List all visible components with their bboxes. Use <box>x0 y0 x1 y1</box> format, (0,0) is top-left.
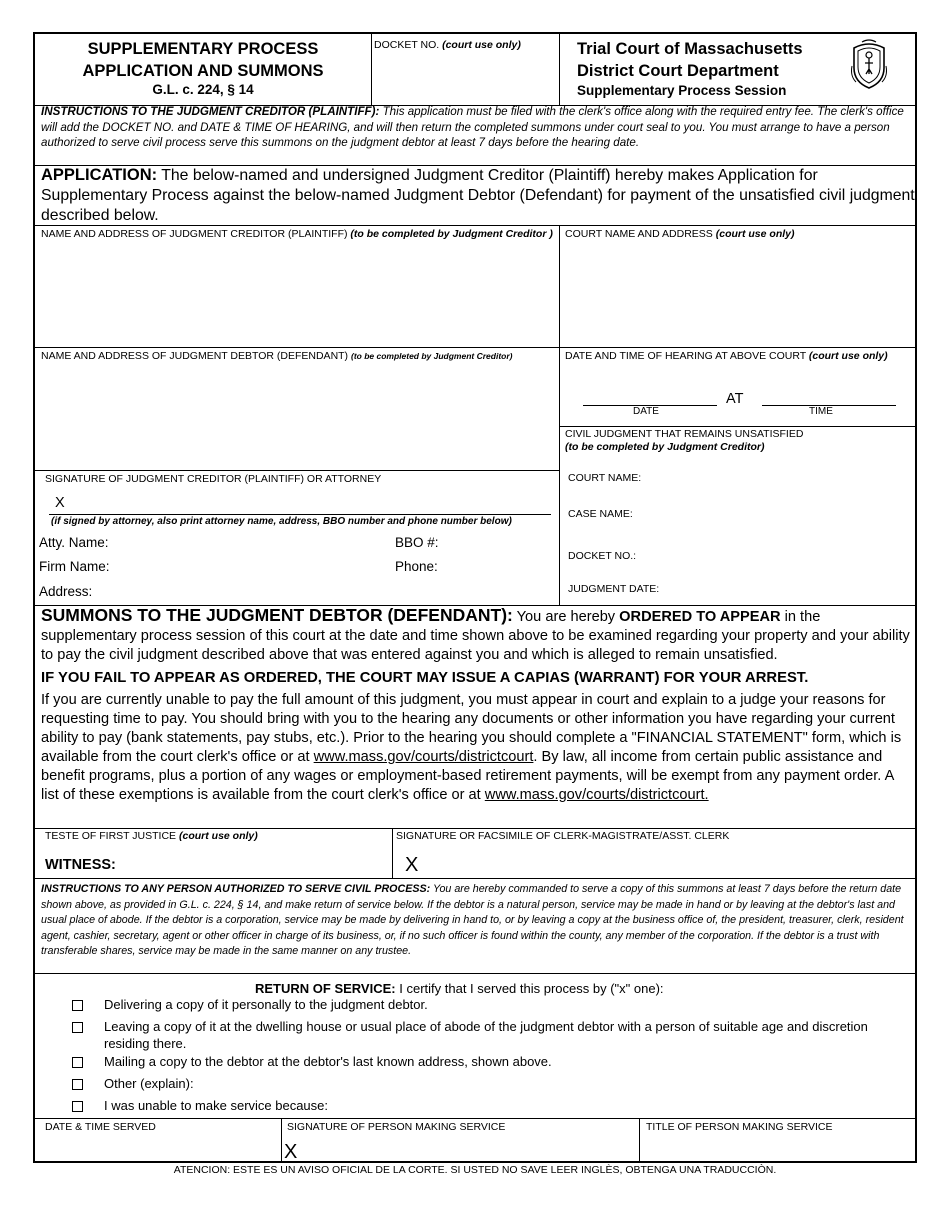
docket-no-field[interactable]: DOCKET NO.: <box>568 550 637 562</box>
hearing-note: (court use only) <box>808 350 888 362</box>
application-statement <box>41 165 915 225</box>
hearing-label: DATE AND TIME OF HEARING AT ABOVE COURT <box>565 350 806 362</box>
civil-label: CIVIL JUDGMENT THAT REMAINS UNSATISFIED <box>565 428 804 440</box>
massachusetts-seal-icon <box>848 38 890 90</box>
atty-name-field[interactable]: Atty. Name: <box>39 535 109 550</box>
summons-text-1: You are hereby <box>516 609 616 625</box>
option-text: Other (explain): <box>104 1076 194 1091</box>
docket-label: DOCKET NO. <box>374 39 440 51</box>
creditor-instructions <box>41 104 913 164</box>
court-line-3: Supplementary Process Session <box>577 83 787 98</box>
server-signature-label: SIGNATURE OF PERSON MAKING SERVICE <box>287 1121 506 1133</box>
option-text: Delivering a copy of it personally to the judgment debtor. <box>104 997 428 1012</box>
court-note: (court use only) <box>715 228 795 240</box>
firm-name-field[interactable]: Firm Name: <box>39 559 110 574</box>
debtor-note: (to be completed by Judgment Creditor) <box>350 351 513 361</box>
server-title-field[interactable]: TITLE OF PERSON MAKING SERVICE <box>646 1121 833 1133</box>
creditor-instructions-lead: INSTRUCTIONS TO THE JUDGMENT CREDITOR (PLAINTIFF): <box>41 105 380 118</box>
judgment-date-field[interactable]: JUDGMENT DATE: <box>568 583 660 595</box>
creditor-note: (to be completed by Judgment Creditor ) <box>350 228 553 240</box>
summons-text-2: in the supplementary process session of this court at the date and time shown above to be examined regarding your property and your ability to pay the civil judgment described above that was entered against you and which is alleged to remain unsatisfied. <box>41 609 910 663</box>
civil-judgment-heading <box>565 428 803 454</box>
arrest-warning: IF YOU FAIL TO APPEAR AS ORDERED, THE COURT MAY ISSUE A CAPIAS (WARRANT) FOR YOUR ARREST. <box>41 670 809 686</box>
teste-field <box>45 830 258 842</box>
court-heading <box>577 38 803 99</box>
checkbox-mail[interactable] <box>72 1057 83 1068</box>
title-line-1: SUPPLEMENTARY PROCESS <box>87 40 319 58</box>
creditor-label: NAME AND ADDRESS OF JUDGMENT CREDITOR (PLAINTIFF) <box>41 228 348 240</box>
docket-field[interactable] <box>374 39 521 51</box>
exemptions-link[interactable]: www.mass.gov/courts/districtcourt. <box>484 787 709 803</box>
case-name-field[interactable]: CASE NAME: <box>568 508 633 520</box>
debtor-name-address-field[interactable] <box>41 350 555 468</box>
checkbox-unable[interactable] <box>72 1101 83 1112</box>
creditor-signature-label: SIGNATURE OF JUDGMENT CREDITOR (PLAINTIFF) OR ATTORNEY <box>45 473 382 485</box>
witness-label: WITNESS: <box>45 857 116 873</box>
hearing-field[interactable] <box>565 350 913 362</box>
address-field[interactable]: Address: <box>39 584 93 599</box>
return-of-service-heading <box>255 981 664 996</box>
bbo-field[interactable]: BBO #: <box>395 535 439 550</box>
spanish-notice: ATENCION: ESTE ES UN AVISO OFICIAL DE LA CORTE. SI USTED NO SAVE LEER INGLÈS, OBTENGA UNA TRADUCCIÒN. <box>173 1164 777 1176</box>
court-line-2: District Court Department <box>577 62 779 80</box>
financial-statement-link[interactable]: www.mass.gov/courts/districtcourt <box>313 749 534 765</box>
at-label: AT <box>726 391 744 407</box>
date-caption: DATE <box>633 406 659 417</box>
ordered-to-appear: ORDERED TO APPEAR <box>619 609 781 625</box>
server-signature-x[interactable]: X <box>284 1141 298 1163</box>
creditor-signature-line[interactable] <box>49 514 551 515</box>
return-text: I certify that I served this process by ("x" one): <box>399 981 664 996</box>
teste-note: (court use only) <box>179 830 258 842</box>
court-name-address-field[interactable] <box>565 228 910 346</box>
summons-body-1: If you are currently unable to pay the full amount of this judgment, you must appear in court and explain to a judge your reasons for requesting time to pay. You should bring with you to the hearing any documents or other information you have regarding your current ability to pay (bank statements, pay stubs, etc.). Prior to the hearing you should complete a "FINANCIAL STATEMENT" form, which is available from the court clerk's office or at <box>41 692 902 765</box>
time-caption: TIME <box>809 406 833 417</box>
civil-note: (to be completed by Judgment Creditor) <box>565 441 765 453</box>
creditor-instructions-text: This application must be filed with the clerk's office along with the required entry fee. The clerk's office will add the DOCKET NO. and DATE & TIME OF HEARING, and will then return the completed summons under court seal to you. You must arrange to have a person authorized to serve civil process serve this summons on the judgment debtor at least 7 days before the hearing date. <box>41 105 904 149</box>
summons-section <box>41 606 913 805</box>
creditor-name-address-field[interactable] <box>41 228 555 348</box>
summons-lead: SUMMONS TO THE JUDGMENT DEBTOR (DEFENDANT): <box>41 605 513 625</box>
court-label: COURT NAME AND ADDRESS <box>565 228 713 240</box>
clerk-signature-label: SIGNATURE OR FACSIMILE OF CLERK-MAGISTRATE/ASST. CLERK <box>396 830 730 842</box>
option-text: Leaving a copy of it at the dwelling house or usual place of abode of the judgment debtor with a person of suitable age and discretion residing there. <box>104 1019 868 1051</box>
docket-note: (court use only) <box>442 39 521 51</box>
debtor-label: NAME AND ADDRESS OF JUDGMENT DEBTOR (DEFENDANT) <box>41 350 349 362</box>
title-line-2: APPLICATION AND SUMMONS <box>82 62 324 80</box>
creditor-signature-x: X <box>55 495 65 511</box>
creditor-signature-note: (if signed by attorney, also print attorney name, address, BBO number and phone number below) <box>51 516 512 527</box>
phone-field[interactable]: Phone: <box>395 559 438 574</box>
application-lead: APPLICATION: <box>41 166 158 184</box>
server-instructions-text: You are hereby commanded to serve a copy of this summons at least 7 days before the return date shown above, as provided in G.L. c. 224, § 14, and make return of service below. If the debtor is a natural person, service may be made in hand or by leaving at the debtor's last and usual place of abode. If the debtor is a corporation, service may be made by delivering in hand to, or by leaving a copy at the business office of, the president, treasurer, clerk, resident agent, cashier, secretary, agent or other officer in charge of its business, or, if no such officer is found within the county, any member of the corporation. If the debtor is a trust with transferable shares, service may be made in the same manner on any trustee. <box>41 883 904 957</box>
court-name-field[interactable]: COURT NAME: <box>568 472 642 484</box>
statute: G.L. c. 224, § 14 <box>152 82 254 97</box>
server-instructions-lead: INSTRUCTIONS TO ANY PERSON AUTHORIZED TO SERVE CIVIL PROCESS: <box>41 883 431 895</box>
option-text: I was unable to make service because: <box>104 1098 329 1113</box>
court-line-1: Trial Court of Massachusetts <box>577 40 803 58</box>
checkbox-other[interactable] <box>72 1079 83 1090</box>
teste-label: TESTE OF FIRST JUSTICE <box>45 830 177 842</box>
server-instructions <box>41 882 911 960</box>
date-time-served-field[interactable]: DATE & TIME SERVED <box>45 1121 156 1133</box>
checkbox-dwelling[interactable] <box>72 1022 83 1033</box>
application-text: The below-named and undersigned Judgment Creditor (Plaintiff) hereby makes Application for Supplementary Process against the below-named Judgment Debtor (Defendant) for payment of the unsatisfied civil judgment described below. <box>41 167 915 224</box>
return-lead: RETURN OF SERVICE: <box>255 981 396 996</box>
summons-body-2: . By law, all income from certain public assistance and benefit programs, plus a portion of any wages or employment-based retirement payments, will be exempt from any payment order. A list of these exemptions is available from the court clerk's office or at <box>41 749 894 803</box>
checkbox-personal[interactable] <box>72 1000 83 1011</box>
option-text: Mailing a copy to the debtor at the debtor's last known address, shown above. <box>104 1054 552 1069</box>
form-title <box>35 38 371 98</box>
clerk-signature-x[interactable]: X <box>405 854 419 876</box>
court-form <box>33 32 917 1163</box>
